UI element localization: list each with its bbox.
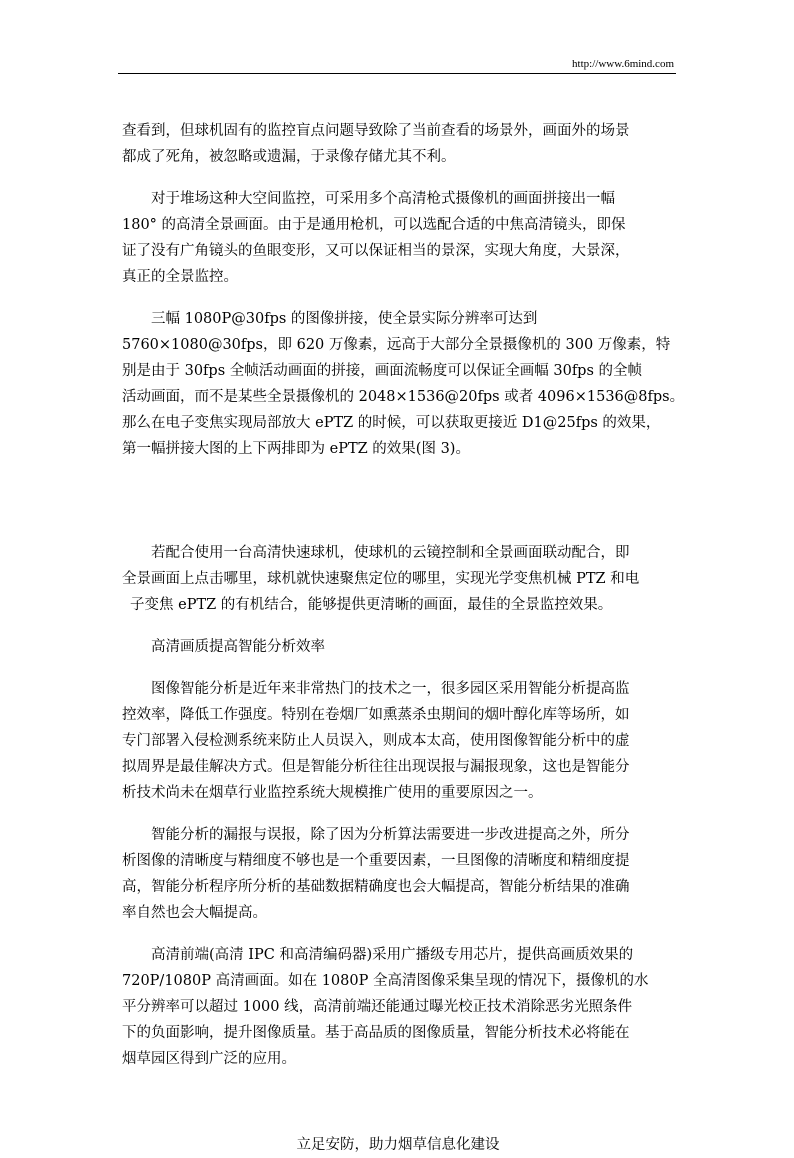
document-body bbox=[122, 118, 685, 1158]
text-line: 烟草园区得到广泛的应用。 bbox=[122, 1051, 296, 1067]
text-line: 三幅 1080P@30fps 的图像拼接，使全景实际分辨率可达到 bbox=[151, 311, 538, 327]
header-rule bbox=[118, 73, 676, 74]
text-line: 高，智能分析程序所分析的基础数据精确度也会大幅提高，智能分析结果的准确 bbox=[122, 879, 630, 895]
text-line: 拟周界是最佳解决方式。但是智能分析往往出现误报与漏报现象，这也是智能分 bbox=[122, 759, 630, 775]
paragraph-2 bbox=[122, 186, 674, 290]
text-line: 活动画面，而不是某些全景摄像机的 2048×1536@20fps 或者 4096×1536@8fps。 bbox=[122, 389, 685, 405]
text-line: 析图像的清晰度与精细度不够也是一个重要因素，一旦图像的清晰度和精细度提 bbox=[122, 853, 630, 869]
paragraph-7 bbox=[122, 942, 674, 1072]
text-line: 对于堆场这种大空间监控，可采用多个高清枪式摄像机的画面拼接出一幅 bbox=[151, 191, 615, 207]
text-line: 控效率，降低工作强度。特别在卷烟厂如熏蒸杀虫期间的烟叶醇化库等场所，如 bbox=[122, 707, 630, 723]
text-line: 第一幅拼接大图的上下两排即为 ePTZ 的效果(图 3)。 bbox=[122, 441, 470, 457]
text-line: 别是由于 30fps 全帧活动画面的拼接，画面流畅度可以保证全画幅 30fps 的全帧 bbox=[122, 363, 643, 379]
paragraph-1 bbox=[122, 118, 674, 170]
text-line: 图像智能分析是近年来非常热门的技术之一，很多园区采用智能分析提高监 bbox=[151, 681, 630, 697]
paragraph-3 bbox=[122, 306, 685, 462]
text-line: 率自然也会大幅提高。 bbox=[122, 905, 267, 921]
text-line: 高清前端(高清 IPC 和高清编码器)采用广播级专用芯片，提供高画质效果的 bbox=[151, 947, 634, 963]
text-line: 若配合使用一台高清快速球机，使球机的云镜控制和全景画面联动配合，即 bbox=[151, 545, 630, 561]
paragraph-5 bbox=[122, 676, 674, 806]
text-line: 那么在电子变焦实现局部放大 ePTZ 的时候，可以获取更接近 D1@25fps 的效果， bbox=[122, 415, 661, 431]
text-line: 720P/1080P 高清画面。如在 1080P 全高清图像采集呈现的情况下，摄像机的水 bbox=[122, 973, 649, 989]
text-line: 真正的全景监控。 bbox=[122, 269, 238, 285]
section-heading: 高清画质提高智能分析效率 bbox=[151, 639, 325, 655]
text-line: 证了没有广角镜头的鱼眼变形，又可以保证相当的景深，实现大角度，大景深， bbox=[122, 243, 630, 259]
header-url: http://www.6mind.com bbox=[572, 58, 674, 70]
text-line: 子变焦 ePTZ 的有机结合，能够提供更清晰的画面，最佳的全景监控效果。 bbox=[130, 597, 613, 613]
section-title: 立足安防，助力烟草信息化建设 bbox=[296, 1137, 500, 1153]
text-line: 全景画面上点击哪里，球机就快速聚焦定位的哪里，实现光学变焦机械 PTZ 和电 bbox=[122, 571, 640, 587]
text-line: 下的负面影响，提升图像质量。基于高品质的图像质量，智能分析技术必将能在 bbox=[122, 1025, 630, 1041]
text-line: 180° 的高清全景画面。由于是通用枪机，可以选配合适的中焦高清镜头，即保 bbox=[122, 217, 626, 233]
text-line: 智能分析的漏报与误报，除了因为分析算法需要进一步改进提高之外，所分 bbox=[151, 827, 630, 843]
paragraph-4 bbox=[122, 540, 674, 618]
paragraph-6 bbox=[122, 822, 674, 926]
text-line: 查看到，但球机固有的监控盲点问题导致除了当前查看的场景外，画面外的场景 bbox=[122, 123, 630, 139]
text-line: 5760×1080@30fps，即 620 万像素，远高于大部分全景摄像机的 300 万像素，特 bbox=[122, 337, 671, 353]
text-line: 平分辨率可以超过 1000 线，高清前端还能通过曝光校正技术消除恶劣光照条件 bbox=[122, 999, 633, 1015]
text-line: 析技术尚未在烟草行业监控系统大规模推广使用的重要原因之一。 bbox=[122, 785, 543, 801]
text-line: 都成了死角，被忽略或遗漏，于录像存储尤其不利。 bbox=[122, 149, 456, 165]
text-line: 专门部署入侵检测系统来防止人员误入，则成本太高，使用图像智能分析中的虚 bbox=[122, 733, 630, 749]
